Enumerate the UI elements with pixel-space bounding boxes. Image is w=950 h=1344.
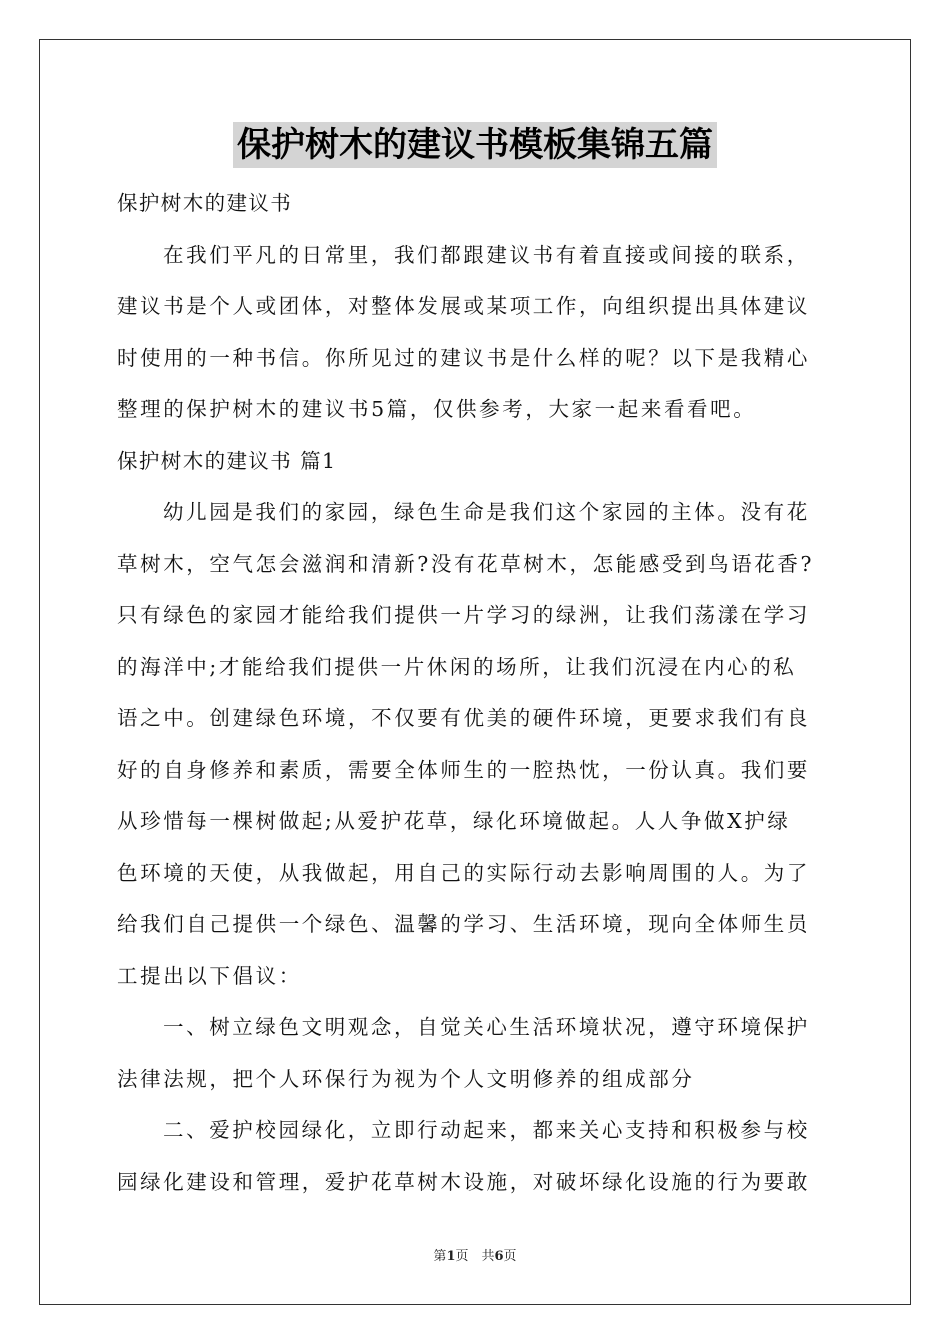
- page-footer: [0, 1245, 950, 1264]
- paragraph-line: 时使用的一种书信。你所见过的建议书是什么样的呢？以下是我精心: [117, 345, 810, 370]
- total-page-number: 6: [494, 1249, 504, 1264]
- document-body: [117, 178, 835, 1208]
- page-number-suffix: 页: [503, 1249, 517, 1264]
- current-page-number: 1: [446, 1249, 456, 1264]
- section-heading: 保护树木的建议书: [117, 191, 293, 215]
- paragraph-line: 色环境的天使，从我做起，用自己的实际行动去影响周围的人。为了: [117, 860, 810, 885]
- paragraph-line: 建议书是个人或团体，对整体发展或某项工作，向组织提出具体建议: [117, 294, 810, 318]
- paragraph-line: 工提出以下倡议：: [117, 963, 302, 988]
- paragraph-line: 法律法规，把个人环保行为视为个人文明修养的组成部分: [117, 1066, 695, 1091]
- paragraph-line: 好的自身修养和素质，需要全体师生的一腔热忱，一份认真。我们要: [117, 757, 810, 782]
- paragraph-line: 在我们平凡的日常里，我们都跟建议书有着直接或间接的联系，: [163, 242, 810, 267]
- paragraph-line: 草树木，空气怎会滋润和清新?没有花草树木，怎能感受到鸟语花香?: [117, 551, 815, 576]
- paragraph-line: 的海洋中;才能给我们提供一片休闲的场所，让我们沉浸在内心的私: [117, 654, 797, 679]
- paragraph-line: 给我们自己提供一个绿色、温馨的学习、生活环境，现向全体师生员: [117, 912, 810, 936]
- paragraph-line: 一、树立绿色文明观念，自觉关心生活环境状况，遵守环境保护: [163, 1015, 810, 1039]
- paragraph-line: 二、爱护校园绿化，立即行动起来，都来关心支持和积极参与校: [163, 1118, 810, 1142]
- page-number-prefix: 第: [433, 1249, 447, 1264]
- page-number-middle: 页 共: [455, 1249, 495, 1264]
- paragraph-line: 只有绿色的家园才能给我们提供一片学习的绿洲，让我们荡漾在学习: [117, 603, 810, 627]
- section-heading: 保护树木的建议书 篇1: [117, 448, 337, 473]
- document-title: 保护树木的建议书模板集锦五篇: [233, 122, 717, 168]
- paragraph-line: 语之中。创建绿色环境，不仅要有优美的硬件环境，更要求我们有良: [117, 706, 810, 730]
- paragraph-line: 从珍惜每一棵树做起;从爱护花草，绿化环境做起。人人争做X护绿: [117, 809, 791, 833]
- paragraph-line: 整理的保护树木的建议书5篇，仅供参考，大家一起来看看吧。: [117, 397, 757, 421]
- title-container: [0, 122, 950, 168]
- paragraph-line: 园绿化建设和管理，爱护花草树木设施，对破坏绿化设施的行为要敢: [117, 1169, 810, 1194]
- paragraph-line: 幼儿园是我们的家园，绿色生命是我们这个家园的主体。没有花: [163, 500, 810, 524]
